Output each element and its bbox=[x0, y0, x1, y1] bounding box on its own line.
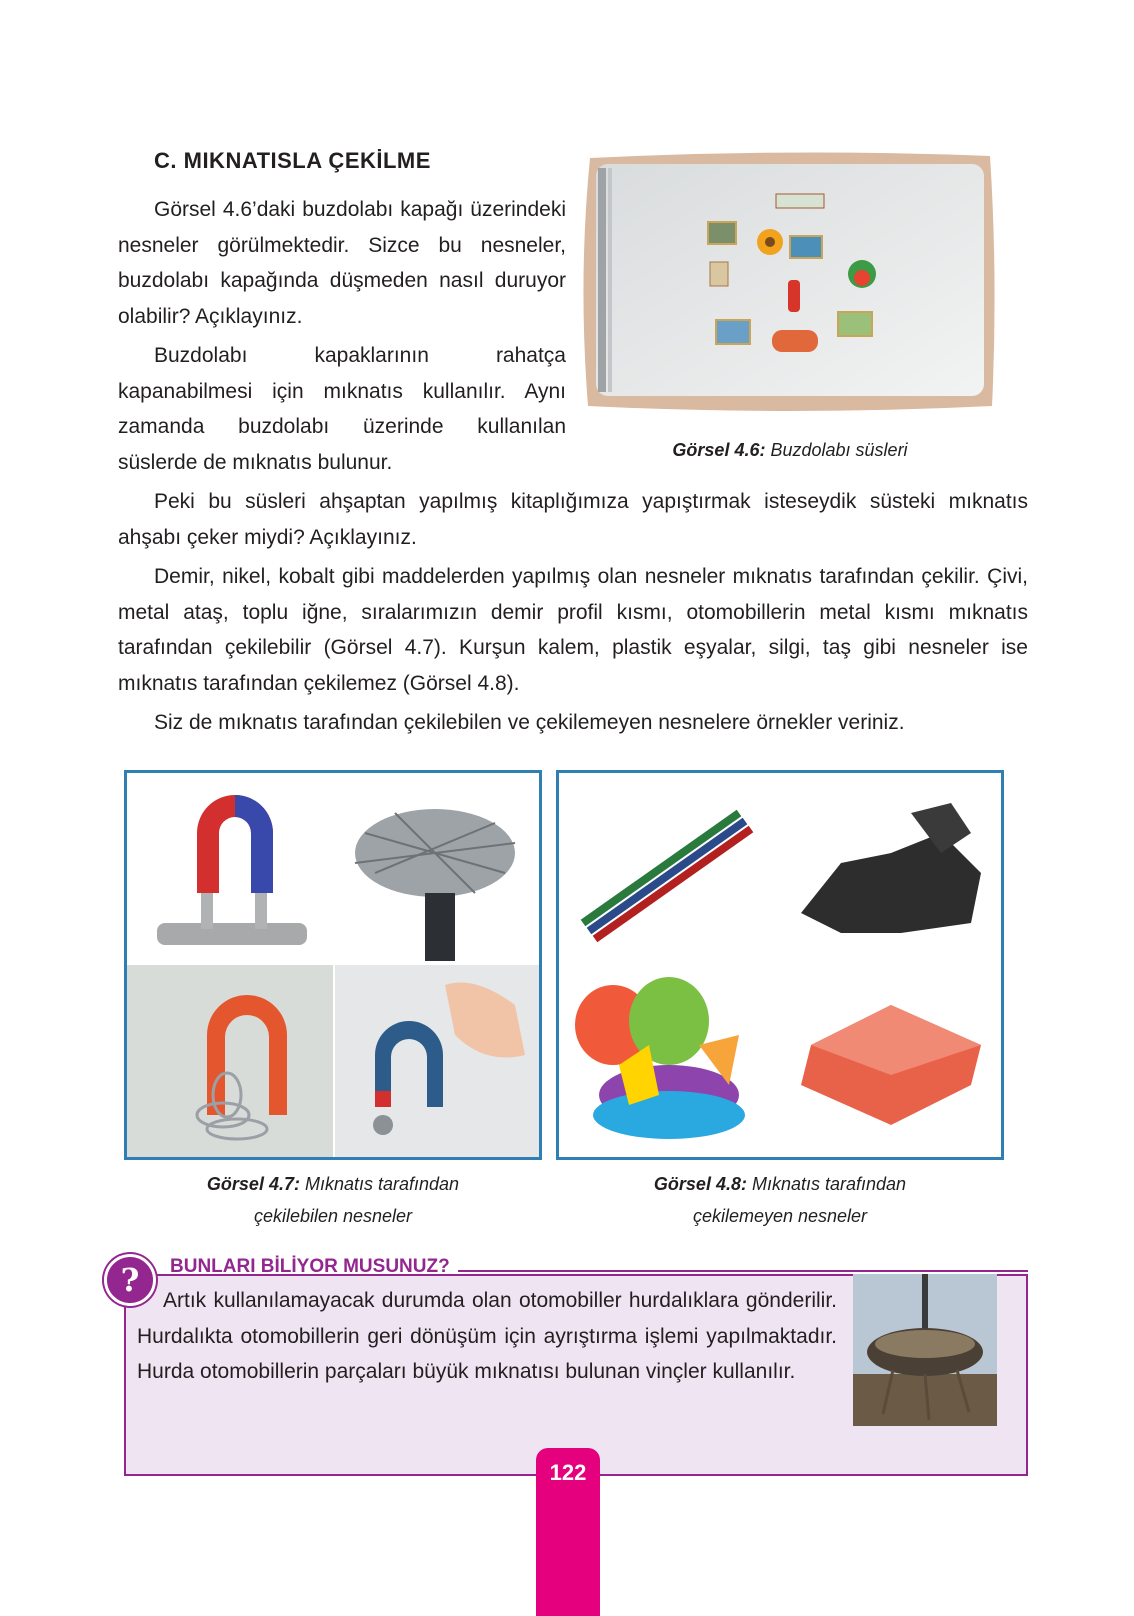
caption-label: Görsel 4.6: bbox=[672, 440, 766, 460]
paragraph: Demir, nikel, kobalt gibi maddelerden yapılmış olan nesneler mıknatıs tarafından çekilir. Çivi, metal ataş, toplu iğne, sıralarımızın demir profil kısmı, otomobillerin metal kısmı mıknatıs tarafından çekilebilir (Görsel 4.7). Kurşun kalem, plastik eşyalar, silgi, taş gibi nesneler ise mıknatıs tarafından çekilemez (Görsel 4.8). bbox=[118, 565, 1028, 695]
figure-4-6-caption bbox=[600, 434, 980, 466]
figure-4-8-frame bbox=[556, 770, 1004, 1160]
figure-4-8-caption bbox=[556, 1168, 1004, 1232]
magnet-with-paperclips-image bbox=[127, 965, 333, 1157]
magnet-with-screws-image bbox=[127, 773, 333, 963]
page-number: 122 bbox=[549, 1460, 587, 1485]
plastic-plates-image bbox=[559, 965, 779, 1157]
paragraph: Siz de mıknatıs tarafından çekilebilen ve çekilemeyen nesnelere örnekler veriniz. bbox=[154, 711, 905, 734]
paragraph: Buzdolabı kapaklarının rahatça kapanabilmesi için mıknatıs kullanılır. Aynı zamanda buzdolabı üzerinde kullanılan süslerde de mıknatıs bulunur. bbox=[118, 344, 566, 474]
paragraph: Peki bu süsleri ahşaptan yapılmış kitaplığımıza yapıştırmak isteseydik süsteki mıknatıs ahşabı çeker miydi? Açıklayınız. bbox=[118, 490, 1028, 549]
section-heading: C. MIKNATISLA ÇEKİLME bbox=[154, 148, 431, 173]
caption-text: Mıknatıs tarafından bbox=[304, 1174, 460, 1194]
caption-text: Buzdolabı süsleri bbox=[770, 440, 908, 460]
did-you-know-title: BUNLARI BİLİYOR MUSUNUZ? bbox=[170, 1256, 450, 1277]
caption-text: çekilemeyen nesneler bbox=[692, 1206, 868, 1226]
fridge-photo bbox=[580, 150, 1000, 412]
paragraph: Görsel 4.6’daki buzdolabı kapağı üzerindeki nesneler görülmektedir. Sizce bu nesneler, buzdolabı kapağında düşmeden nasıl duruyor olabilir? Açıklayınız. bbox=[118, 198, 566, 328]
caption-text: çekilebilen nesneler bbox=[253, 1206, 413, 1226]
paragraph: Artık kullanılamayacak durumda olan otomobiller hurdalıklara gönderilir. Hurdalıkta otomobillerin geri dönüşüm için ayrıştırma işlemi yapılmaktadır. Hurda otomobillerin parçaları büyük mıknatısı bulunan vinçler kullanılır. bbox=[137, 1289, 837, 1383]
caption-label: Görsel 4.7: bbox=[206, 1174, 300, 1194]
figure-4-7-caption bbox=[124, 1168, 542, 1232]
coal-stones-image bbox=[781, 773, 1001, 963]
body-text bbox=[118, 484, 1028, 745]
pencils-image bbox=[559, 773, 779, 963]
scrap-crane-image bbox=[853, 1274, 997, 1426]
eraser-image bbox=[781, 965, 1001, 1157]
caption-label: Görsel 4.8: bbox=[653, 1174, 747, 1194]
question-icon: ? bbox=[104, 1254, 156, 1306]
figure-4-7-frame bbox=[124, 770, 542, 1160]
hand-with-magnet-image bbox=[335, 965, 539, 1157]
intro-text bbox=[118, 192, 566, 484]
nails-on-magnet-image bbox=[335, 773, 539, 963]
caption-text: Mıknatıs tarafından bbox=[751, 1174, 907, 1194]
title-underline bbox=[458, 1270, 1028, 1272]
did-you-know-text bbox=[137, 1283, 837, 1390]
